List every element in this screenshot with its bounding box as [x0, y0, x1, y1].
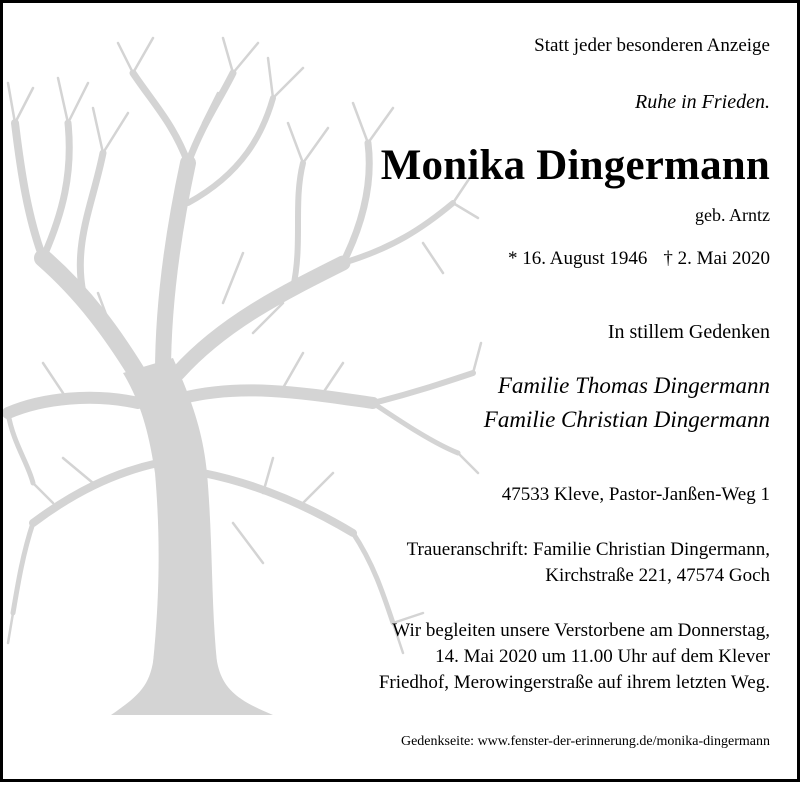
deceased-name: Monika Dingermann: [380, 142, 770, 189]
funeral-info-line: 14. Mai 2020 um 11.00 Uhr auf dem Klever: [435, 646, 770, 667]
funeral-info-line: Wir begleiten unsere Verstorbene am Donnerstag,: [392, 620, 770, 641]
life-dates: [508, 248, 770, 270]
mourning-address-line: Kirchstraße 221, 47574 Goch: [545, 565, 770, 586]
death-date: † 2. Mai 2020: [663, 248, 770, 269]
mourning-phrase: In stillem Gedenken: [607, 321, 770, 343]
maiden-name: geb. Arntz: [695, 205, 770, 225]
family-address: 47533 Kleve, Pastor-Janßen-Weg 1: [501, 484, 770, 505]
motto: Ruhe in Frieden.: [635, 91, 770, 113]
memorial-page-link[interactable]: Gedenkseite: www.fenster-der-erinnerung.de/monika-dingermann: [400, 734, 770, 749]
notice-header: Statt jeder besonderen Anzeige: [534, 35, 770, 56]
mourning-address-line: Traueranschrift: Familie Christian Dingermann,: [406, 539, 770, 560]
family-name: Familie Christian Dingermann: [483, 407, 770, 432]
birth-date: * 16. August 1946: [508, 248, 648, 269]
tree-silhouette-icon: [3, 3, 483, 785]
family-name: Familie Thomas Dingermann: [497, 373, 770, 398]
funeral-info-line: Friedhof, Merowingerstraße auf ihrem letzten Weg.: [378, 672, 770, 693]
